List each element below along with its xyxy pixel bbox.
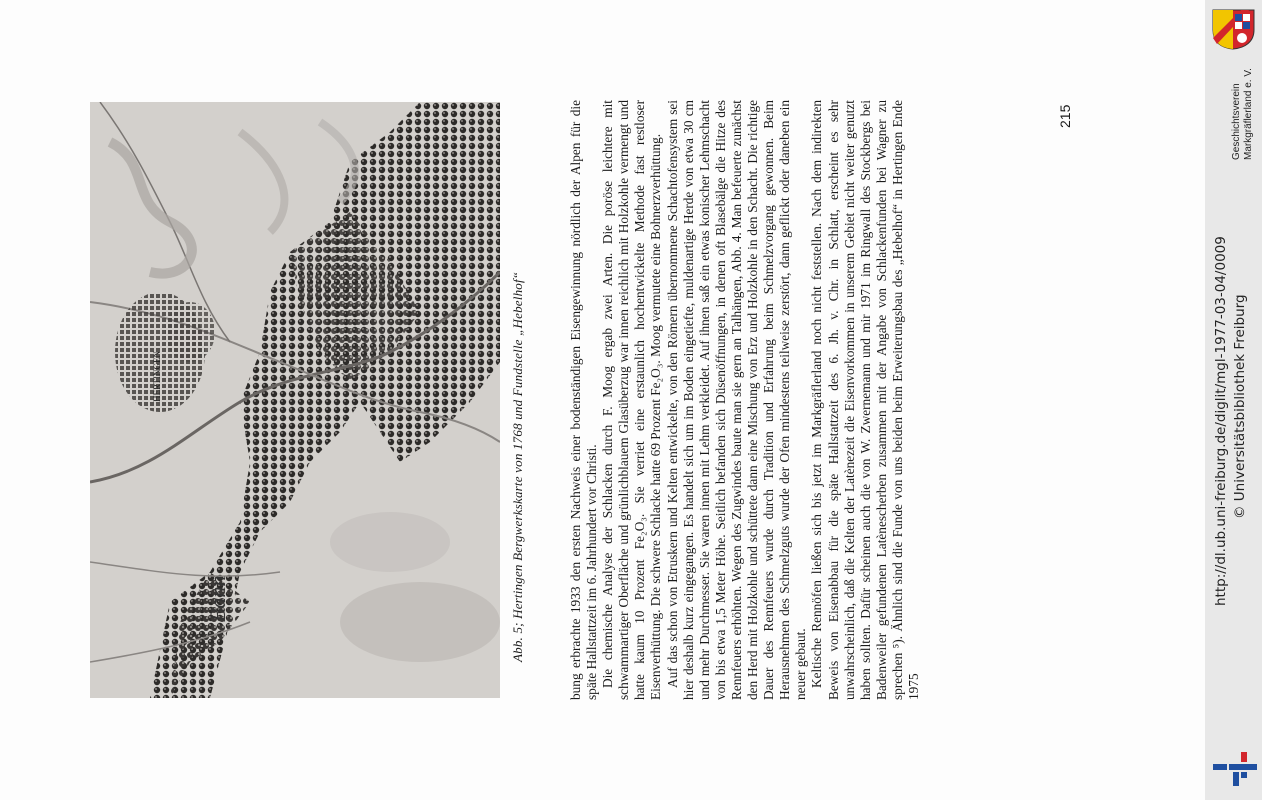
paragraph: bung erbrachte 1933 den ersten Nachweis einer bodenständigen Eisengewinnung nördlich der Alpen für die späte Hallstattzeit im 6. Jahrhundert vor Christi. — [568, 100, 600, 700]
page-number: 215 — [1057, 104, 1073, 128]
map-figure — [90, 102, 500, 698]
figure-caption: Abb. 5; Hertingen Bergwerkskarte von 1768 und Fundstelle „Hebelhof“ — [510, 271, 525, 662]
paragraph: Auf das schon von Etruskern und Kelten entwickelte, von den Römern übernommene Schachtofensystem sei hier deshalb kurz eingegangen. Es handelt sich um im Boden eingetiefte, muldenartige Herde von etwa 30 cm und mehr Durchmesser. Sie waren innen mit Lehm verkleidet. Auf ihnen saß ein etwas konischer Lehmschacht von bis etwa 1,5 Meter Höhe. Seitlich befanden sich Düsenöffnungen, in denen oft Blasebälge die Hitze des Rennfeuers erhöhten. Wegen des Zugwindes baute man sie gern an Talhängen, Abb. 4. Man befeuerte zunächst den Herd mit Holzkohle und schüttete dann eine Mischung von Erz und Holzkohle in den Schacht. Die richtige Dauer des Rennfeuers wurde durch Tradition und Erfahrung beim Schmelzvorgang gewonnen. Beim Herausnehmen des Schmelzguts wurde der Ofen mindestens teilweise zerstört, dann geflickt oder daneben ein neuer gebaut. — [664, 100, 809, 700]
map-label-bann: Bann — [205, 575, 230, 622]
university-library-logo-icon — [1213, 748, 1257, 788]
permalink-url[interactable]: http://dl.ub.uni-freiburg.de/diglit/mgl-1977-03-04/0009 — [1213, 236, 1229, 606]
coat-of-arms-icon — [1211, 8, 1256, 50]
verein-line-1: Geschichtsverein — [1231, 83, 1242, 160]
paragraph: Die chemische Analyse der Schlacken durch F. Moog ergab zwei Arten. Die poröse leichtere mit schwammartiger Oberfläche und grünlichblauem Glasüberzug war innen reichlich mit Holzkohle vermengt und hatte kaum 10 Prozent Fe₂O₃. Sie verriet eine erstaunlich hochentwickelte Methode fast restloser Eisenverhüttung. Die schwere Schlacke hatte 69 Prozent Fe₂O₃. Moog vermutete eine Bohnerzverhüttung. — [600, 100, 664, 700]
verein-label — [1231, 68, 1255, 160]
paragraph: Keltische Rennöfen ließen sich bis jetzt im Markgräflerland noch nicht feststellen. Nach dem indirekten Beweis von Eisenabbau für die späte Hallstattzeit des 6. Jh. v. Chr. in Schlatt, erscheint es sehr unwahrscheinlich, daß die Kelten der Latènezeit die Eisenvorkommen in unserem Gebiet nicht weiter genutzt haben sollten. Dafür scheinen auch die von W. Zwernemann und mir 1971 im Ringwall des Stockbergs bei Badenweiler gefundenen Latènescherben zusammen mit der Angabe von Schlackenfunden bei Wagner zu sprechen ⁵). Ähnlich sind die Funde von uns beiden beim Erweiterungsbau des „Hebelhof“ in Hertingen Ende 1975 — [809, 100, 921, 700]
historic-map-image — [90, 102, 500, 698]
map-label-hertingen: HERTINGEN — [152, 351, 162, 402]
copyright-notice: © Universitätsbibliothek Freiburg — [1232, 294, 1248, 519]
body-text — [568, 100, 1028, 700]
verein-line-2: Markgräflerland e. V. — [1243, 68, 1254, 160]
